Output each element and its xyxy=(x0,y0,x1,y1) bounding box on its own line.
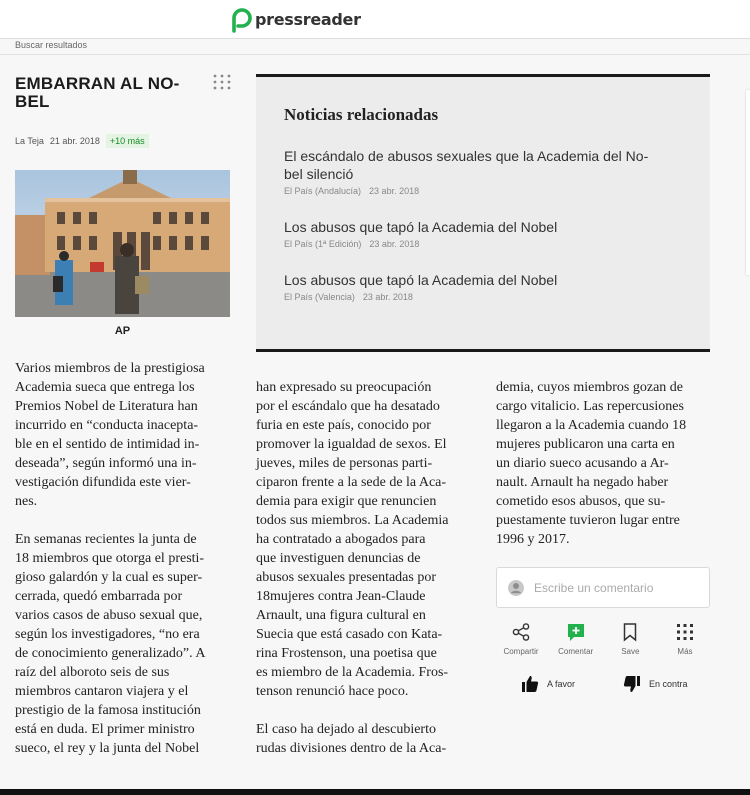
article-meta xyxy=(15,134,149,148)
related-item-date: 23 abr. 2018 xyxy=(369,239,420,249)
article-date: 21 abr. 2018 xyxy=(49,136,100,146)
article-body-col-2: han expresado su preocupación por el escándalo que ha desatado furia en este país, conocido por promover la igualdad de sexos. El jueves, miles de personas parti- ciparon frente a la sede de la Aca- demia para exigir que renuncien todos sus miembros. La Academia ha contratado a abogados para que investiguen denuncias de abusos sexuales presentadas por 18mujeres contra Jean-Claude Arnault, una figura cultural en Suecia que está casado con Kata- rina Frostenson, una poetisa que es miembro de la Academia. Fros- tenson renunció hace poco. El caso ha dejado al descubierto rudas divisiones dentro de la Aca- xyxy=(256,380,449,756)
related-item-source: El País (Andalucía) xyxy=(284,186,362,196)
related-item[interactable] xyxy=(284,218,689,249)
thumbs-up-icon xyxy=(521,675,539,693)
pressreader-logo-icon xyxy=(230,6,252,33)
related-item-date: 23 abr. 2018 xyxy=(369,186,420,196)
related-news-heading: Noticias relacionadas xyxy=(284,105,439,124)
vote-down-label: En contra xyxy=(649,679,688,689)
related-news-panel xyxy=(256,74,710,352)
related-item-source: El País (1ª Edición) xyxy=(284,239,362,249)
breadcrumb[interactable]: Buscar resultados xyxy=(15,40,88,50)
vote-up-label: A favor xyxy=(547,679,576,689)
article-actions xyxy=(496,622,710,656)
share-button[interactable] xyxy=(496,622,546,656)
user-avatar-icon xyxy=(508,580,524,596)
related-item-source: El País (Valencia) xyxy=(284,292,355,302)
related-item[interactable] xyxy=(284,271,689,302)
vote-up-button[interactable] xyxy=(521,675,575,693)
top-bar xyxy=(0,0,750,39)
grid-menu-icon[interactable] xyxy=(213,74,231,90)
save-button[interactable] xyxy=(605,622,655,656)
related-item-title[interactable]: Los abusos que tapó la Academia del Nobel xyxy=(284,219,558,235)
vote-down-button[interactable] xyxy=(623,675,688,693)
comment-box[interactable] xyxy=(496,567,710,608)
related-item[interactable] xyxy=(284,147,689,196)
article-title: EMBARRAN AL NO- BEL xyxy=(15,74,180,111)
pressreader-logo[interactable] xyxy=(230,6,361,33)
more-editions-badge[interactable]: +10 más xyxy=(106,134,149,148)
article-body-col-3: demia, cuyos miembros gozan de cargo vitalicio. Las repercusiones llegaron a la Academia cuando 18 mujeres publicaron una carta en un diario sueco acusando a Ar- nault. Arnault ha negado haber cometido esos abusos, que su- puestamente tuvieron lugar entre 1996 y 2017. xyxy=(496,380,687,547)
share-label: Compartir xyxy=(503,647,539,656)
thumbs-down-icon xyxy=(623,675,641,693)
comment-button[interactable] xyxy=(551,622,601,656)
article-source[interactable]: La Teja xyxy=(15,136,44,146)
more-grid-icon xyxy=(675,622,695,642)
divider xyxy=(0,54,750,55)
more-button[interactable] xyxy=(660,622,710,656)
bookmark-icon xyxy=(620,622,640,642)
article-body-col-1: Varios miembros de la prestigiosa Academia sueca que entrega los Premios Nobel de Literatura han incurrido en “conducta inacepta- ble en el sentido de intimidad in- deseada”, según informó una in- vestigación difundida este vier- nes. En semanas recientes la junta de 18 miembros que otorga el presti- gioso galardón y la cual es super- cerrada, quedó embarrada por varios casos de abuso sexual que, según los investigadores, “no era de conocimiento generalizado”. A raíz del alboroto seis de sus miembros cantaron viajera y el prestigio de la famosa institución está en duda. El primer ministro sueco, el rey y la junta del Nobel xyxy=(15,361,206,756)
article-photo xyxy=(15,170,230,317)
related-item-meta xyxy=(284,292,689,302)
add-comment-icon xyxy=(566,622,586,642)
related-item-date: 23 abr. 2018 xyxy=(362,292,413,302)
bottom-edge xyxy=(0,789,750,795)
save-label: Save xyxy=(621,647,640,656)
comment-input[interactable] xyxy=(532,580,706,596)
brand-name: pressreader xyxy=(255,10,361,29)
side-panel-edge xyxy=(746,90,750,275)
related-item-meta xyxy=(284,239,689,249)
related-item-meta xyxy=(284,186,689,196)
share-icon xyxy=(511,622,531,642)
photo-caption: AP xyxy=(114,325,131,337)
more-label: Más xyxy=(677,647,693,656)
related-item-title[interactable]: El escándalo de abusos sexuales que la Academia del No- bel silenció xyxy=(284,148,649,182)
comment-label: Comentar xyxy=(558,647,594,656)
related-item-title[interactable]: Los abusos que tapó la Academia del Nobel xyxy=(284,272,558,288)
